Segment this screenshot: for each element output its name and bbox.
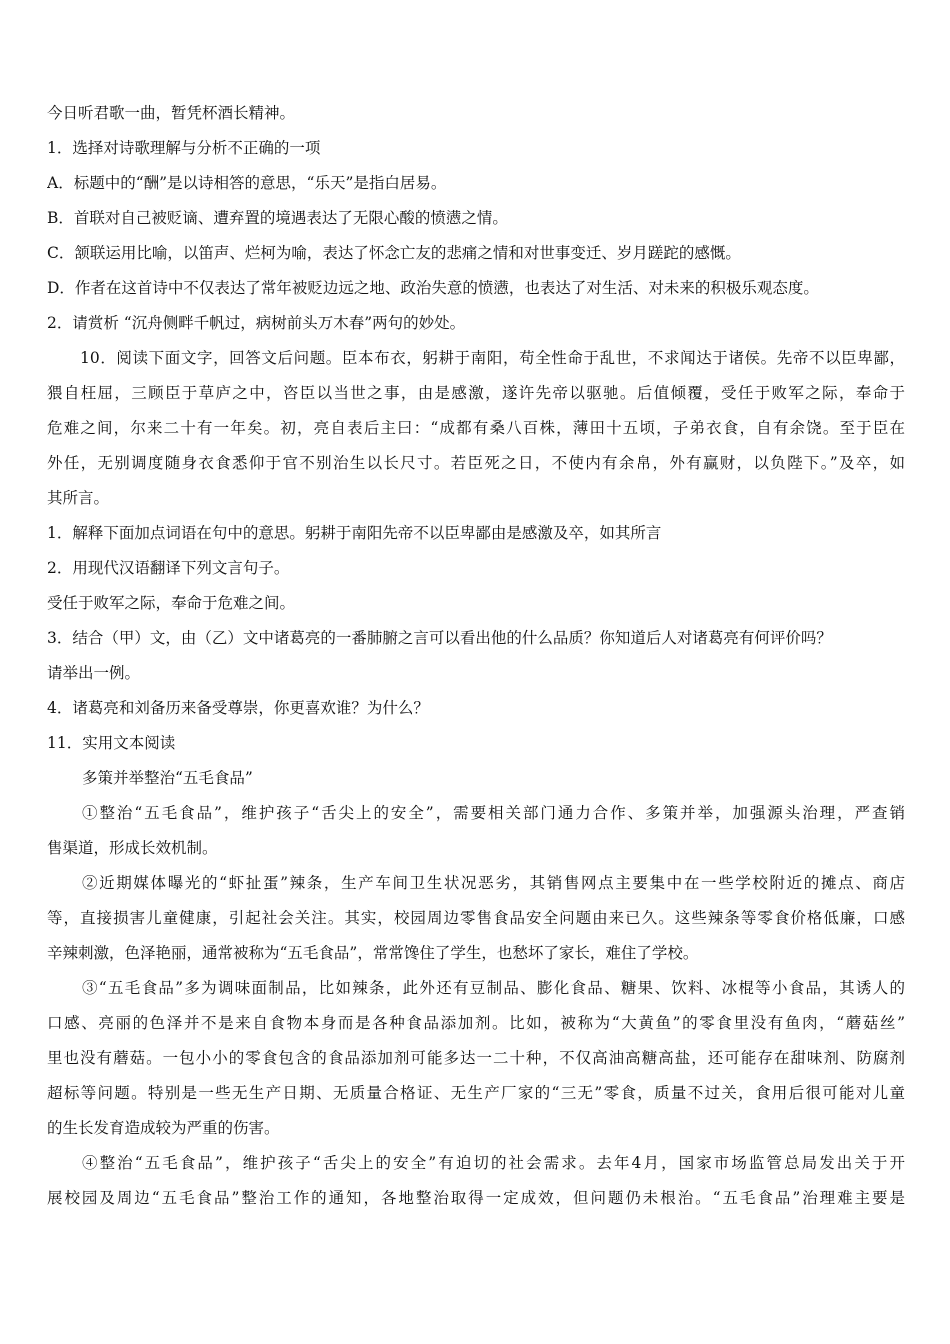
document-page	[47, 96, 905, 1216]
option-c: C．颔联运用比喻，以笛声、烂柯为喻，表达了怀念亡友的悲痛之情和对世事变迁、岁月蹉跎的感慨。	[47, 244, 741, 262]
passage-10-line: 危难之间，尔来二十有一年矣。初，亮自表后主曰：“成都有桑八百株，薄田十五顷，子弟衣食，自有余饶。至于臣在	[47, 419, 905, 437]
article-line: ①整治“五毛食品”，维护孩子“舌尖上的安全”，需要相关部门通力合作、多策并举，加强源头治理，严查销	[82, 804, 905, 822]
option-a: A．标题中的“酬”是以诗相答的意思，“乐天”是指白居易。	[47, 174, 447, 192]
article-line: ②近期媒体曝光的“虾扯蛋”辣条，生产车间卫生状况恶劣，其销售网点主要集中在一些学校附近的摊点、商店	[82, 874, 905, 892]
section-11-heading: 11．实用文本阅读	[47, 734, 176, 752]
article-line: 辛辣刺激，色泽艳丽，通常被称为“五毛食品”，常常馋住了学生，也愁坏了家长，难住了学校。	[47, 944, 699, 962]
article-title: 多策并举整治“五毛食品”	[82, 769, 253, 787]
article-line: ④整治“五毛食品”，维护孩子“舌尖上的安全”有迫切的社会需求。去年4月，国家市场监管总局发出关于开	[82, 1154, 905, 1172]
article-line: 售渠道，形成长效机制。	[47, 839, 218, 857]
q10-question-4: 4．诸葛亮和刘备历来备受尊崇，你更喜欢谁？为什么？	[47, 699, 429, 717]
q10-question-3-cont: 请举出一例。	[47, 664, 141, 682]
option-b: B．首联对自己被贬谪、遭弃置的境遇表达了无限心酸的愤懑之情。	[47, 209, 508, 227]
option-d: D．作者在这首诗中不仅表达了常年被贬边远之地、政治失意的愤懑，也表达了对生活、对未来的积极乐观态度。	[47, 279, 819, 297]
poem-line: 今日听君歌一曲，暂凭杯酒长精神。	[47, 104, 296, 122]
article-line: 超标等问题。特别是一些无生产日期、无质量合格证、无生产厂家的“三无”零食，质量不过关，食用后很可能对儿童	[47, 1084, 905, 1102]
passage-10-line: 外任，无别调度随身衣食悉仰于官不别治生以长尺寸。若臣死之日，不使内有余帛，外有赢财，以负陛下。”及卒，如	[47, 454, 905, 472]
article-line: 等，直接损害儿童健康，引起社会关注。其实，校园周边零售食品安全问题由来已久。这些辣条等零食价格低廉，口感	[47, 909, 905, 927]
article-line: 的生长发育造成较为严重的伤害。	[47, 1119, 280, 1137]
article-line: 里也没有蘑菇。一包小小的零食包含的食品添加剂可能多达一二十种，不仅高油高糖高盐，还可能存在甜味剂、防腐剂	[47, 1049, 905, 1067]
q10-translate-sentence: 受任于败军之际，奉命于危难之间。	[47, 594, 296, 612]
q10-question-2: 2．用现代汉语翻译下列文言句子。	[47, 559, 290, 577]
article-line: 口感、亮丽的色泽并不是来自食物本身而是各种食品添加剂。比如，被称为“大黄鱼”的零食里没有鱼肉，“蘑菇丝”	[47, 1014, 905, 1032]
passage-10-line: 其所言。	[47, 489, 110, 507]
passage-10-line: 10．阅读下面文字，回答文后问题。臣本布衣，躬耕于南阳，苟全性命于乱世，不求闻达于诸侯。先帝不以臣卑鄙，	[80, 349, 905, 367]
q10-question-1: 1．解释下面加点词语在句中的意思。躬耕于南阳先帝不以臣卑鄙由是感激及卒，如其所言	[47, 524, 662, 542]
q10-question-3: 3．结合（甲）文，由（乙）文中诸葛亮的一番肺腑之言可以看出他的什么品质？你知道后人对诸葛亮有何评价吗？	[47, 629, 832, 647]
article-line: ③“五毛食品”多为调味面制品，比如辣条，此外还有豆制品、膨化食品、糖果、饮料、冰棍等小食品，其诱人的	[82, 979, 905, 997]
question-2: 2．请赏析 “沉舟侧畔千帆过，病树前头万木春”两句的妙处。	[47, 314, 466, 332]
passage-10-line: 猥自枉屈，三顾臣于草庐之中，咨臣以当世之事，由是感激，遂许先帝以驱驰。后值倾覆，受任于败军之际，奉命于	[47, 384, 905, 402]
article-line: 展校园及周边“五毛食品”整治工作的通知，各地整治取得一定成效，但问题仍未根治。“五毛食品”治理难主要是	[47, 1189, 905, 1207]
question-1: 1．选择对诗歌理解与分析不正确的一项	[47, 139, 321, 157]
